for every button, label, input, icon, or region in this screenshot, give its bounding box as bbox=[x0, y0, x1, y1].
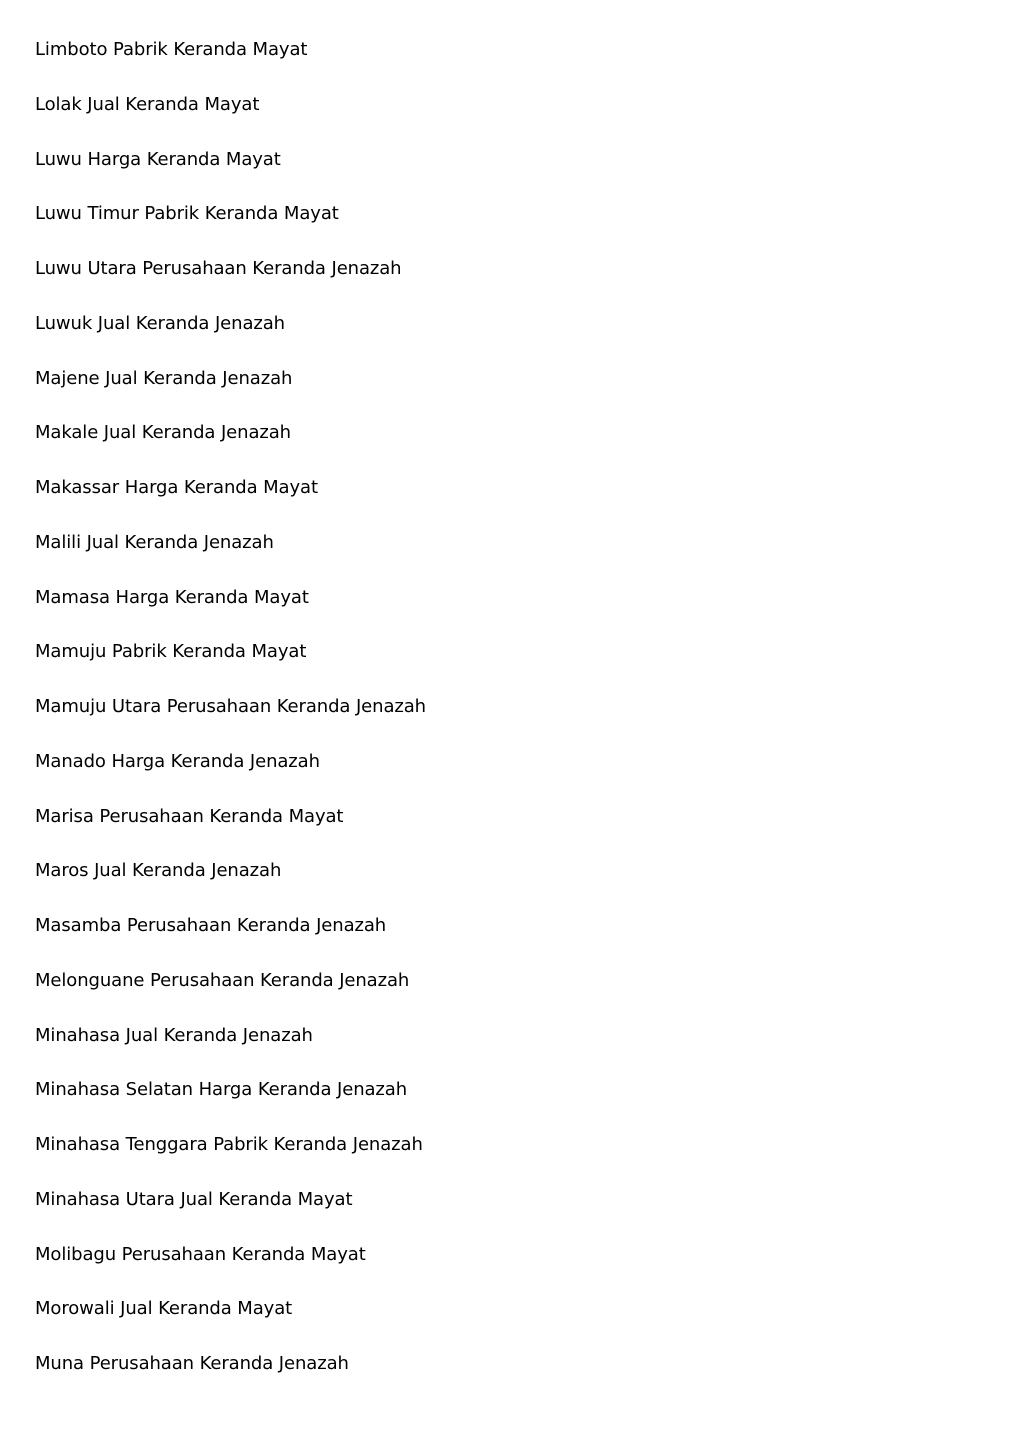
text-line: Makale Jual Keranda Jenazah bbox=[35, 422, 291, 444]
text-line: Minahasa Jual Keranda Jenazah bbox=[35, 1024, 313, 1046]
text-line: Muna Perusahaan Keranda Jenazah bbox=[35, 1353, 349, 1374]
text-line: Minahasa Selatan Harga Keranda Jenazah bbox=[35, 1079, 408, 1101]
text-line: Minahasa Utara Jual Keranda Mayat bbox=[35, 1188, 353, 1210]
text-line: Luwu Utara Perusahaan Keranda Jenazah bbox=[35, 258, 402, 279]
text-line: Limboto Pabrik Keranda Mayat bbox=[35, 39, 308, 60]
text-line: Majene Jual Keranda Jenazah bbox=[35, 367, 293, 389]
text-line: Manado Harga Keranda Jenazah bbox=[35, 750, 320, 772]
text-line: Lolak Jual Keranda Mayat bbox=[35, 93, 260, 115]
text-line: Mamuju Utara Perusahaan Keranda Jenazah bbox=[35, 696, 426, 717]
text-line: Luwu Timur Pabrik Keranda Mayat bbox=[35, 203, 339, 225]
text-list bbox=[35, 36, 426, 1405]
text-line: Makassar Harga Keranda Mayat bbox=[35, 477, 318, 498]
text-line: Morowali Jual Keranda Mayat bbox=[35, 1298, 293, 1320]
text-line: Molibagu Perusahaan Keranda Mayat bbox=[35, 1243, 366, 1265]
text-line: Masamba Perusahaan Keranda Jenazah bbox=[35, 915, 387, 936]
text-line: Melonguane Perusahaan Keranda Jenazah bbox=[35, 969, 410, 991]
text-line: Maros Jual Keranda Jenazah bbox=[35, 860, 282, 882]
text-line: Luwu Harga Keranda Mayat bbox=[35, 148, 281, 170]
text-line: Mamasa Harga Keranda Mayat bbox=[35, 586, 309, 608]
text-line: Luwuk Jual Keranda Jenazah bbox=[35, 312, 285, 334]
text-line: Mamuju Pabrik Keranda Mayat bbox=[35, 641, 307, 663]
text-line: Marisa Perusahaan Keranda Mayat bbox=[35, 805, 344, 827]
text-line: Minahasa Tenggara Pabrik Keranda Jenazah bbox=[35, 1134, 423, 1155]
text-line: Malili Jual Keranda Jenazah bbox=[35, 531, 274, 553]
